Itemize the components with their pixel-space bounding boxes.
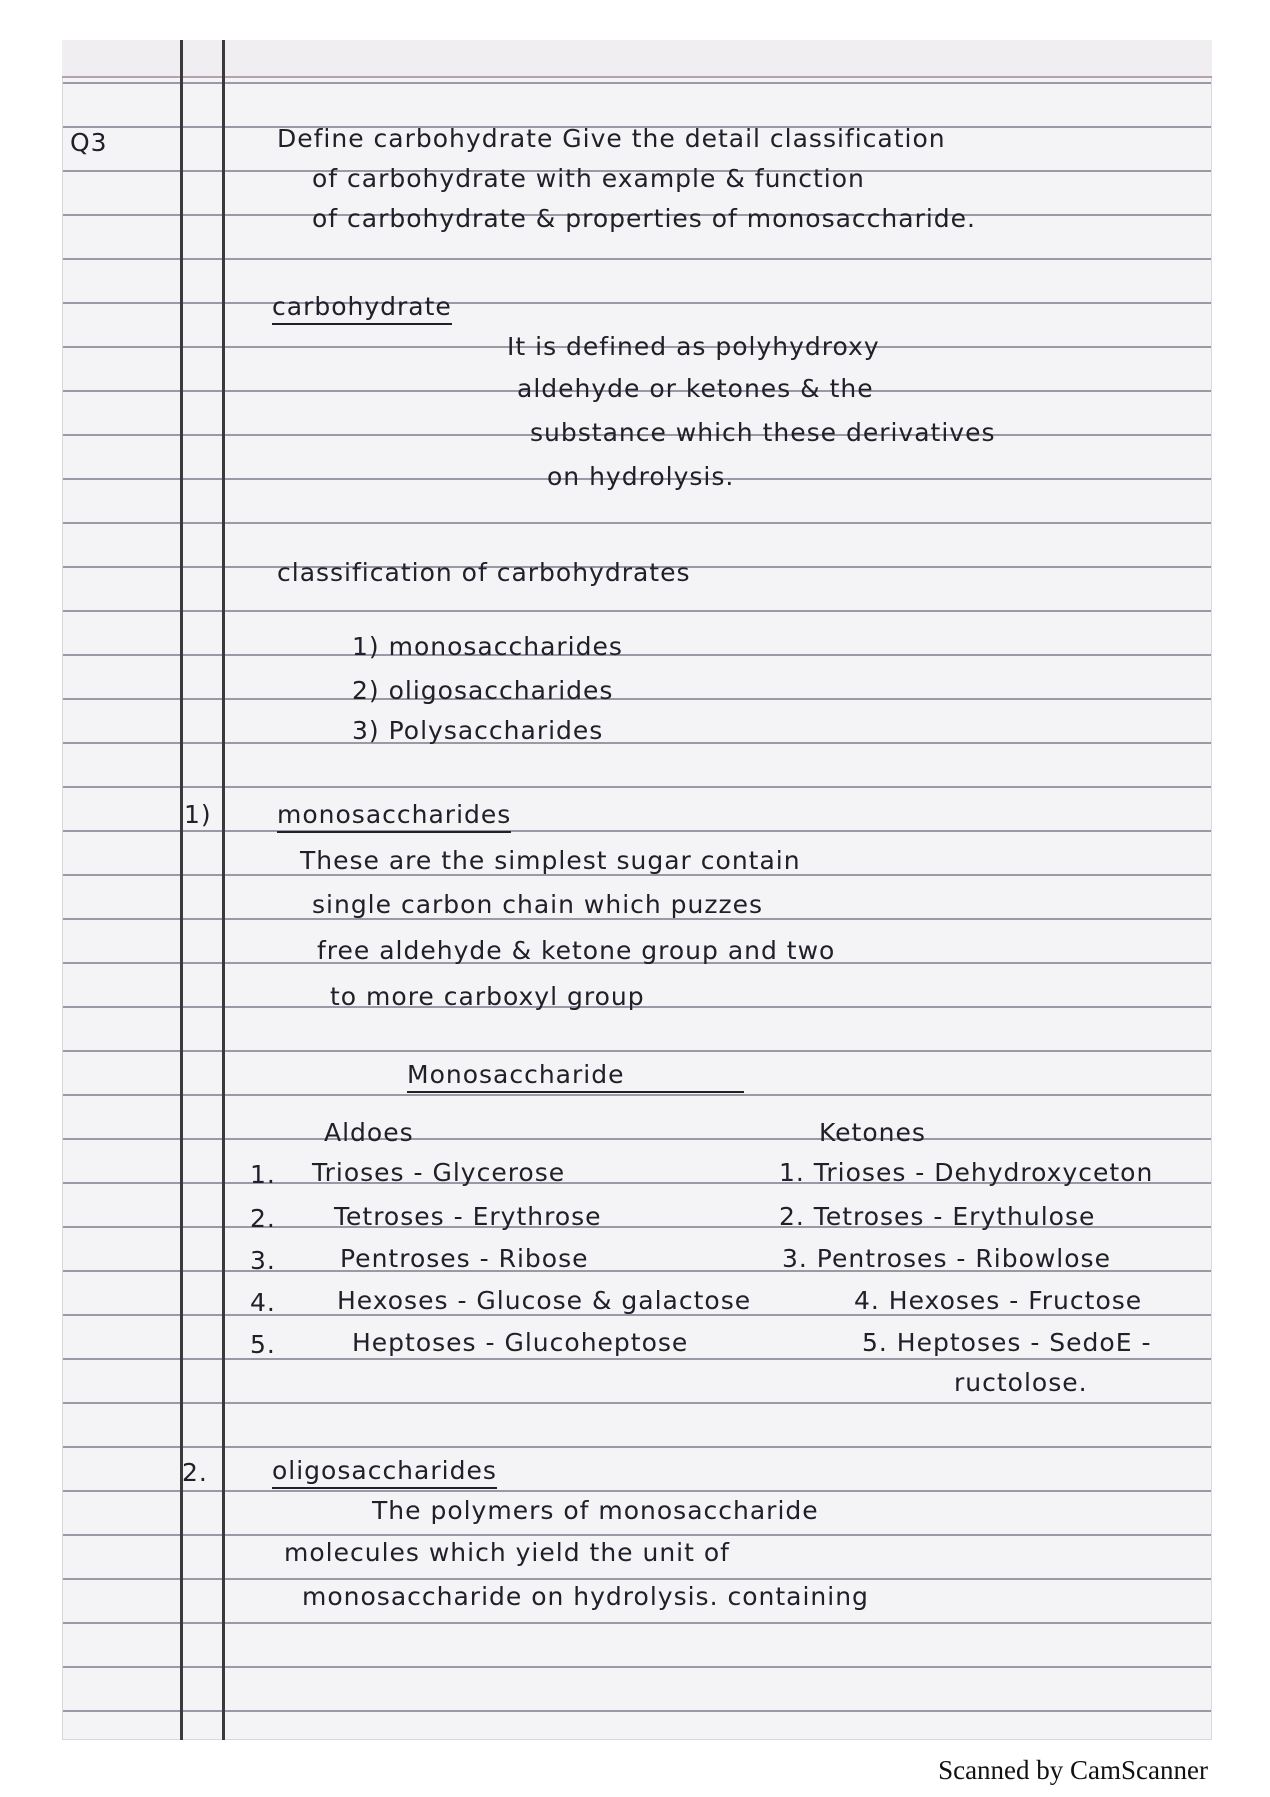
oligosaccharides-number: 2.	[182, 1458, 208, 1487]
monosaccharides-line-3: free aldehyde & ketone group and two	[317, 936, 836, 965]
oligosaccharides-line-2: molecules which yield the unit of	[284, 1538, 730, 1567]
monosaccharide-subheading: Monosaccharide	[407, 1060, 744, 1093]
ketones-row: 1. Trioses - Dehydroxyceton	[779, 1158, 1154, 1187]
question-line-1: Define carbohydrate Give the detail classification	[277, 124, 946, 153]
monosaccharides-line-2: single carbon chain which puzzes	[312, 890, 764, 919]
oligosaccharides-line-3: monosaccharide on hydrolysis. containing	[302, 1582, 869, 1611]
question-line-2: of carbohydrate with example & function	[312, 164, 865, 193]
margin-line-right	[222, 40, 225, 1740]
question-number: Q3	[70, 128, 108, 157]
ketones-row: 4. Hexoses - Fructose	[854, 1286, 1143, 1315]
ketones-label: Ketones	[819, 1118, 926, 1147]
aldoes-row-text: Heptoses - Glucoheptose	[352, 1328, 689, 1357]
question-line-3: of carbohydrate & properties of monosaccharide.	[312, 204, 977, 233]
monosaccharides-line-1: These are the simplest sugar contain	[300, 846, 801, 875]
definition-heading: carbohydrate	[272, 292, 452, 325]
aldoes-row-number: 4.	[250, 1288, 276, 1317]
ketones-continuation: ructolose.	[954, 1368, 1088, 1397]
ketones-row: 5. Heptoses - SedoE -	[862, 1328, 1152, 1357]
oligosaccharides-heading: oligosaccharides	[272, 1456, 497, 1489]
monosaccharides-line-4: to more carboxyl group	[330, 982, 645, 1011]
definition-line-1: It is defined as polyhydroxy	[507, 332, 880, 361]
classification-item-3: 3) Polysaccharides	[352, 716, 604, 745]
classification-item-2: 2) oligosaccharides	[352, 676, 614, 705]
aldoes-row-text: Pentroses - Ribose	[340, 1244, 589, 1273]
aldoes-row-number: 1.	[250, 1160, 276, 1189]
ketones-row: 3. Pentroses - Ribowlose	[782, 1244, 1111, 1273]
oligosaccharides-line-1: The polymers of monosaccharide	[372, 1496, 819, 1525]
monosaccharides-heading: monosaccharides	[277, 800, 511, 833]
page-top-band	[62, 40, 1212, 78]
notebook-page	[62, 40, 1212, 1740]
classification-item-1: 1) monosaccharides	[352, 632, 623, 661]
aldoes-label: Aldoes	[324, 1118, 414, 1147]
aldoes-row-text: Tetroses - Erythrose	[334, 1202, 602, 1231]
aldoes-row-number: 2.	[250, 1204, 276, 1233]
definition-line-4: on hydrolysis.	[547, 462, 735, 491]
ketones-row: 2. Tetroses - Erythulose	[779, 1202, 1096, 1231]
aldoes-row-text: Trioses - Glycerose	[312, 1158, 566, 1187]
scanner-footer: Scanned by CamScanner	[938, 1755, 1208, 1785]
monosaccharides-number: 1)	[184, 800, 212, 829]
aldoes-row-text: Hexoses - Glucose & galactose	[337, 1286, 752, 1315]
definition-line-2: aldehyde or ketones & the	[517, 374, 874, 403]
aldoes-row-number: 5.	[250, 1330, 276, 1359]
aldoes-row-number: 3.	[250, 1246, 276, 1275]
classification-heading: classification of carbohydrates	[277, 558, 691, 587]
definition-line-3: substance which these derivatives	[530, 418, 996, 447]
